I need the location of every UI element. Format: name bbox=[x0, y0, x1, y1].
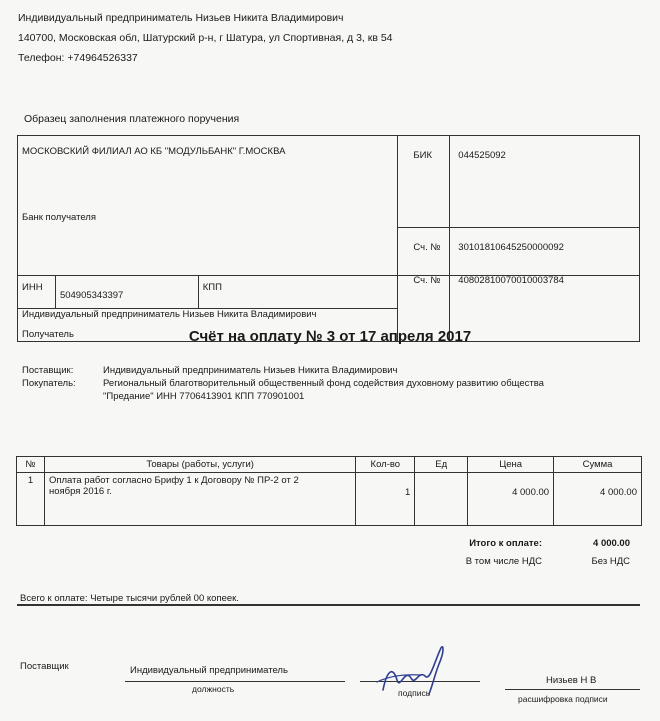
supplier-label: Поставщик: bbox=[22, 365, 74, 376]
bik-label-cell bbox=[398, 136, 450, 228]
total-label: Итого к оплате: bbox=[469, 538, 542, 549]
signature-role-label: Поставщик bbox=[20, 661, 69, 672]
kpp-label: КПП bbox=[202, 282, 222, 293]
bik-value: 044525092 bbox=[458, 150, 506, 161]
row-description-line2: ноября 2016 г. bbox=[48, 486, 112, 497]
row-description bbox=[44, 473, 355, 526]
seller-phone: Телефон: +74964526337 bbox=[18, 52, 138, 64]
name-line bbox=[505, 689, 640, 690]
row-num: 1 bbox=[17, 473, 45, 526]
signature-position: Индивидуальный предприниматель bbox=[130, 665, 288, 676]
separator-line bbox=[17, 604, 640, 606]
corr-account-label: Сч. № bbox=[413, 242, 441, 253]
header-unit: Ед bbox=[415, 457, 468, 473]
bank-name: МОСКОВСКИЙ ФИЛИАЛ АО КБ "МОДУЛЬБАНК" Г.МОСКВА bbox=[22, 146, 286, 157]
signature-name: Низьев Н В bbox=[546, 675, 597, 686]
inn-value-cell bbox=[55, 276, 198, 309]
header-num: № bbox=[17, 457, 45, 473]
bik-value-cell bbox=[450, 136, 640, 228]
items-table bbox=[16, 456, 642, 526]
account-label: Сч. № bbox=[413, 275, 441, 286]
inn-label: ИНН bbox=[22, 282, 43, 293]
position-caption: должность bbox=[192, 684, 235, 694]
header-qty: Кол-во bbox=[356, 457, 415, 473]
supplier-value: Индивидуальный предприниматель Низьев Никита Владимирович bbox=[103, 365, 398, 376]
account-value: 40802810070010003784 bbox=[458, 275, 564, 286]
inn-label-cell bbox=[18, 276, 56, 309]
corr-label-cell bbox=[398, 228, 450, 276]
recipient-name: Индивидуальный предприниматель Низьев Никита Владимирович bbox=[22, 309, 317, 320]
bik-label: БИК bbox=[413, 150, 432, 161]
table-row bbox=[17, 473, 642, 526]
recipient-label: Получатель bbox=[22, 329, 74, 340]
bank-details-table bbox=[17, 135, 640, 342]
row-description-line1: Оплата работ согласно Брифу 1 к Договору № ПР-2 от 2 bbox=[48, 475, 299, 486]
inn-value: 504905343397 bbox=[59, 290, 124, 301]
vat-value: Без НДС bbox=[591, 556, 630, 567]
vat-label: В том числе НДС bbox=[465, 556, 542, 567]
header-goods: Товары (работы, услуги) bbox=[44, 457, 355, 473]
buyer-value-line2: "Предание" ИНН 7706413901 КПП 770901001 bbox=[103, 391, 305, 402]
header-price: Цена bbox=[468, 457, 554, 473]
position-line bbox=[125, 681, 345, 682]
corr-account-value: 30101810645250000092 bbox=[458, 242, 564, 253]
name-caption: расшифровка подписи bbox=[518, 694, 608, 704]
total-words: Всего к оплате: Четыре тысячи рублей 00 копеек. bbox=[20, 593, 239, 604]
items-header-row bbox=[17, 457, 642, 473]
buyer-value-line1: Региональный благотворительный общественный фонд содействия духовному развитию общества bbox=[103, 378, 544, 389]
row-unit bbox=[415, 473, 468, 526]
corr-value-cell bbox=[450, 228, 640, 276]
recipient-bank-label: Банк получателя bbox=[22, 212, 96, 223]
payment-sample-title: Образец заполнения платежного поручения bbox=[24, 113, 240, 125]
buyer-label: Покупатель: bbox=[22, 378, 76, 389]
bank-name-cell bbox=[18, 136, 398, 276]
total-value: 4 000.00 bbox=[593, 538, 630, 549]
seller-name: Индивидуальный предприниматель Низьев Никита Владимирович bbox=[18, 12, 344, 24]
row-price: 4 000.00 bbox=[468, 473, 554, 526]
signature-caption: подпись bbox=[398, 688, 431, 698]
header-sum: Сумма bbox=[554, 457, 642, 473]
kpp-cell bbox=[198, 276, 398, 309]
seller-address: 140700, Московская обл, Шатурский р-н, г Шатура, ул Спортивная, д 3, кв 54 bbox=[18, 32, 393, 44]
row-qty: 1 bbox=[356, 473, 415, 526]
invoice-title: Счёт на оплату № 3 от 17 апреля 2017 bbox=[188, 328, 472, 345]
row-sum: 4 000.00 bbox=[554, 473, 642, 526]
